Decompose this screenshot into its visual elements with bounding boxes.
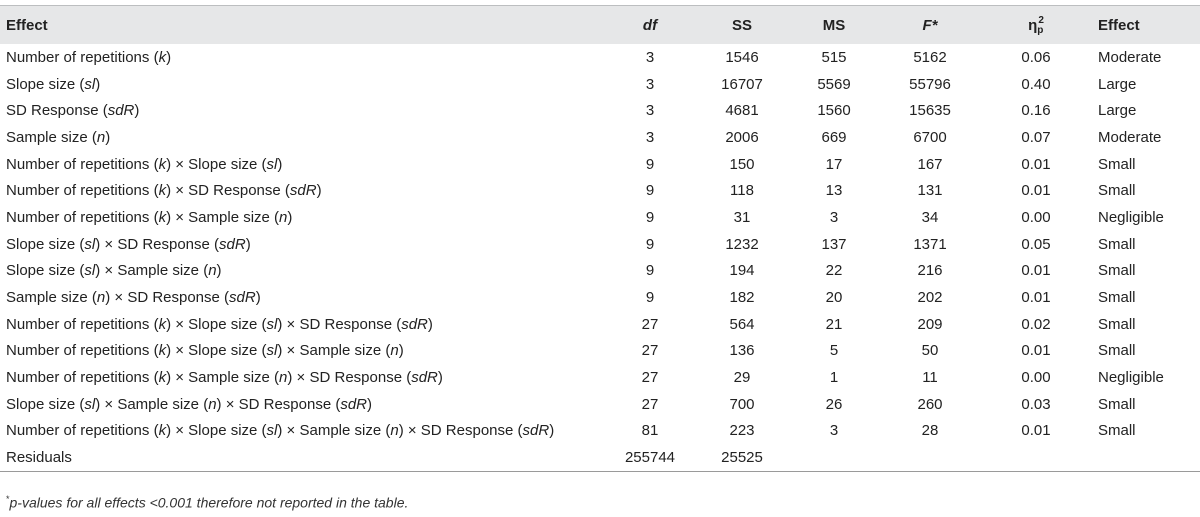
eta-symbol: η — [1028, 16, 1038, 34]
cell-magnitude: Moderate — [1098, 128, 1162, 146]
cell-eta: 0.02 — [1021, 315, 1051, 333]
cell-ss: 118 — [730, 182, 754, 200]
cell-effect: Number of repetitions (k) × Slope size (sl) × Sample size (n) × SD Response (sdR) — [6, 422, 555, 440]
footnote-marker: * — [6, 494, 10, 504]
cell-eta: 0.05 — [1021, 235, 1051, 253]
cell-eta: 0.00 — [1021, 208, 1051, 226]
table-row — [0, 97, 1200, 124]
cell-ms: 26 — [825, 395, 843, 413]
header-ss: SS — [731, 16, 752, 34]
table-row — [0, 418, 1200, 445]
cell-magnitude: Small — [1098, 235, 1136, 253]
table-row — [0, 44, 1200, 71]
cell-magnitude: Small — [1098, 289, 1136, 307]
cell-f: 1371 — [913, 235, 947, 253]
cell-df: 9 — [645, 235, 655, 253]
cell-magnitude: Small — [1098, 342, 1136, 360]
footnote-text: p-values for all effects <0.001 therefore not reported in the table. — [9, 494, 409, 511]
cell-f: 34 — [921, 208, 939, 226]
cell-magnitude: Negligible — [1098, 369, 1164, 387]
cell-magnitude: Small — [1098, 315, 1136, 333]
cell-df: 27 — [641, 395, 659, 413]
cell-ss: 194 — [729, 262, 755, 280]
table-row — [0, 311, 1200, 338]
cell-df: 27 — [641, 342, 659, 360]
cell-ss: 564 — [729, 315, 755, 333]
cell-effect: Sample size (n) × SD Response (sdR) — [6, 289, 261, 307]
table-row — [0, 71, 1200, 98]
cell-f: 55796 — [909, 75, 951, 93]
header-f: F* — [922, 16, 938, 34]
cell-eta: 0.16 — [1021, 102, 1051, 120]
cell-ms: 1560 — [817, 102, 851, 120]
cell-ms: 3 — [829, 422, 839, 440]
cell-df: 27 — [641, 315, 659, 333]
cell-f: 167 — [917, 155, 943, 173]
cell-f: 209 — [917, 315, 943, 333]
cell-f: 11 — [922, 369, 938, 387]
cell-effect: SD Response (sdR) — [6, 102, 140, 120]
cell-df: 81 — [641, 422, 659, 440]
table-row — [0, 444, 1200, 471]
cell-effect: Number of repetitions (k) — [6, 48, 172, 66]
table-row — [0, 231, 1200, 258]
cell-magnitude: Moderate — [1098, 48, 1162, 66]
cell-f: 260 — [917, 395, 943, 413]
cell-ss: 150 — [729, 155, 755, 173]
cell-f: 202 — [917, 289, 943, 307]
cell-ss: 136 — [729, 342, 755, 360]
cell-ss: 25525 — [721, 449, 763, 467]
eta-subscript: p — [1037, 24, 1044, 36]
cell-eta — [980, 444, 1092, 471]
cell-effect: Slope size (sl) × Sample size (n) × SD Response (sdR) — [6, 395, 373, 413]
cell-magnitude: Small — [1098, 422, 1136, 440]
cell-eta: 0.06 — [1021, 48, 1051, 66]
eta-superscript: 2 — [1038, 14, 1044, 26]
cell-eta: 0.01 — [1021, 289, 1051, 307]
cell-ss: 2006 — [725, 128, 759, 146]
cell-magnitude: Small — [1098, 182, 1136, 200]
cell-ms: 13 — [825, 182, 843, 200]
cell-ms: 22 — [825, 262, 843, 280]
cell-eta: 0.40 — [1021, 75, 1051, 93]
cell-effect: Number of repetitions (k) × Sample size (n) — [6, 208, 293, 226]
cell-df: 9 — [645, 208, 655, 226]
cell-f: 6700 — [913, 128, 947, 146]
cell-eta: 0.01 — [1021, 422, 1051, 440]
cell-f: 28 — [921, 422, 939, 440]
table-row — [0, 177, 1200, 204]
cell-f — [880, 444, 980, 471]
header-magnitude: Effect — [1098, 16, 1140, 34]
cell-df: 255744 — [624, 449, 676, 467]
cell-df: 27 — [641, 369, 659, 387]
cell-df: 9 — [645, 155, 655, 173]
cell-ss: 223 — [729, 422, 755, 440]
header-effect: Effect — [6, 16, 48, 34]
cell-eta: 0.01 — [1021, 182, 1051, 200]
cell-magnitude: Small — [1098, 155, 1136, 173]
cell-ms: 5 — [829, 342, 839, 360]
table-row — [0, 364, 1200, 391]
cell-effect: Number of repetitions (k) × Sample size (n) × SD Response (sdR) — [6, 369, 443, 387]
table-row — [0, 391, 1200, 418]
table-body — [0, 44, 1200, 472]
cell-effect: Number of repetitions (k) × Slope size (sl) — [6, 155, 283, 173]
cell-magnitude: Large — [1098, 75, 1137, 93]
cell-df: 9 — [645, 262, 655, 280]
cell-df: 3 — [645, 75, 655, 93]
table-row — [0, 151, 1200, 178]
cell-eta: 0.01 — [1021, 262, 1051, 280]
cell-ms: 21 — [825, 315, 843, 333]
header-ms: MS — [822, 16, 846, 34]
cell-ms: 20 — [825, 289, 843, 307]
cell-ss: 1232 — [725, 235, 759, 253]
header-eta-squared — [980, 6, 1092, 45]
cell-df: 3 — [645, 48, 655, 66]
table-row — [0, 204, 1200, 231]
cell-ss: 16707 — [721, 75, 763, 93]
cell-ss: 182 — [729, 289, 755, 307]
cell-f: 50 — [921, 342, 939, 360]
cell-ss: 4681 — [725, 102, 759, 120]
cell-ms: 137 — [821, 235, 847, 253]
cell-ss: 29 — [733, 369, 751, 387]
table-row — [0, 124, 1200, 151]
cell-effect: Slope size (sl) × Sample size (n) — [6, 262, 222, 280]
cell-ss: 31 — [733, 208, 751, 226]
cell-eta: 0.00 — [1021, 369, 1051, 387]
cell-ms: 5569 — [817, 75, 851, 93]
cell-effect: Slope size (sl) × SD Response (sdR) — [6, 235, 251, 253]
cell-effect: Number of repetitions (k) × SD Response (sdR) — [6, 182, 322, 200]
cell-df: 3 — [645, 102, 655, 120]
cell-ms: 3 — [829, 208, 839, 226]
cell-effect: Sample size (n) — [6, 128, 111, 146]
cell-ms — [788, 444, 880, 471]
cell-magnitude: Small — [1098, 262, 1136, 280]
cell-ss: 700 — [729, 395, 755, 413]
cell-effect: Slope size (sl) — [6, 75, 101, 93]
table-row — [0, 284, 1200, 311]
cell-ms: 669 — [821, 128, 847, 146]
cell-ms: 1 — [829, 369, 839, 387]
cell-ss: 1546 — [725, 48, 759, 66]
cell-df: 9 — [645, 182, 655, 200]
cell-f: 15635 — [909, 102, 951, 120]
table-row — [0, 258, 1200, 285]
cell-eta: 0.01 — [1021, 342, 1051, 360]
table-row — [0, 338, 1200, 365]
cell-effect: Residuals — [6, 449, 72, 467]
cell-effect: Number of repetitions (k) × Slope size (sl) × Sample size (n) — [6, 342, 404, 360]
cell-eta: 0.01 — [1021, 155, 1051, 173]
cell-magnitude: Small — [1098, 395, 1136, 413]
cell-f: 5162 — [913, 48, 947, 66]
cell-effect: Number of repetitions (k) × Slope size (sl) × SD Response (sdR) — [6, 315, 433, 333]
cell-ms: 515 — [821, 48, 847, 66]
cell-ms: 17 — [825, 155, 843, 173]
cell-f: 131 — [917, 182, 943, 200]
cell-eta: 0.03 — [1021, 395, 1051, 413]
cell-df: 3 — [645, 128, 655, 146]
table-header-row — [0, 6, 1200, 45]
cell-magnitude: Negligible — [1098, 208, 1164, 226]
cell-df: 9 — [645, 289, 655, 307]
table-footnote — [6, 494, 408, 511]
header-df: df — [642, 16, 658, 34]
cell-f: 216 — [917, 262, 943, 280]
cell-eta: 0.07 — [1021, 128, 1051, 146]
anova-table — [0, 5, 1200, 472]
cell-magnitude: Large — [1098, 102, 1137, 120]
cell-magnitude — [1092, 444, 1200, 471]
